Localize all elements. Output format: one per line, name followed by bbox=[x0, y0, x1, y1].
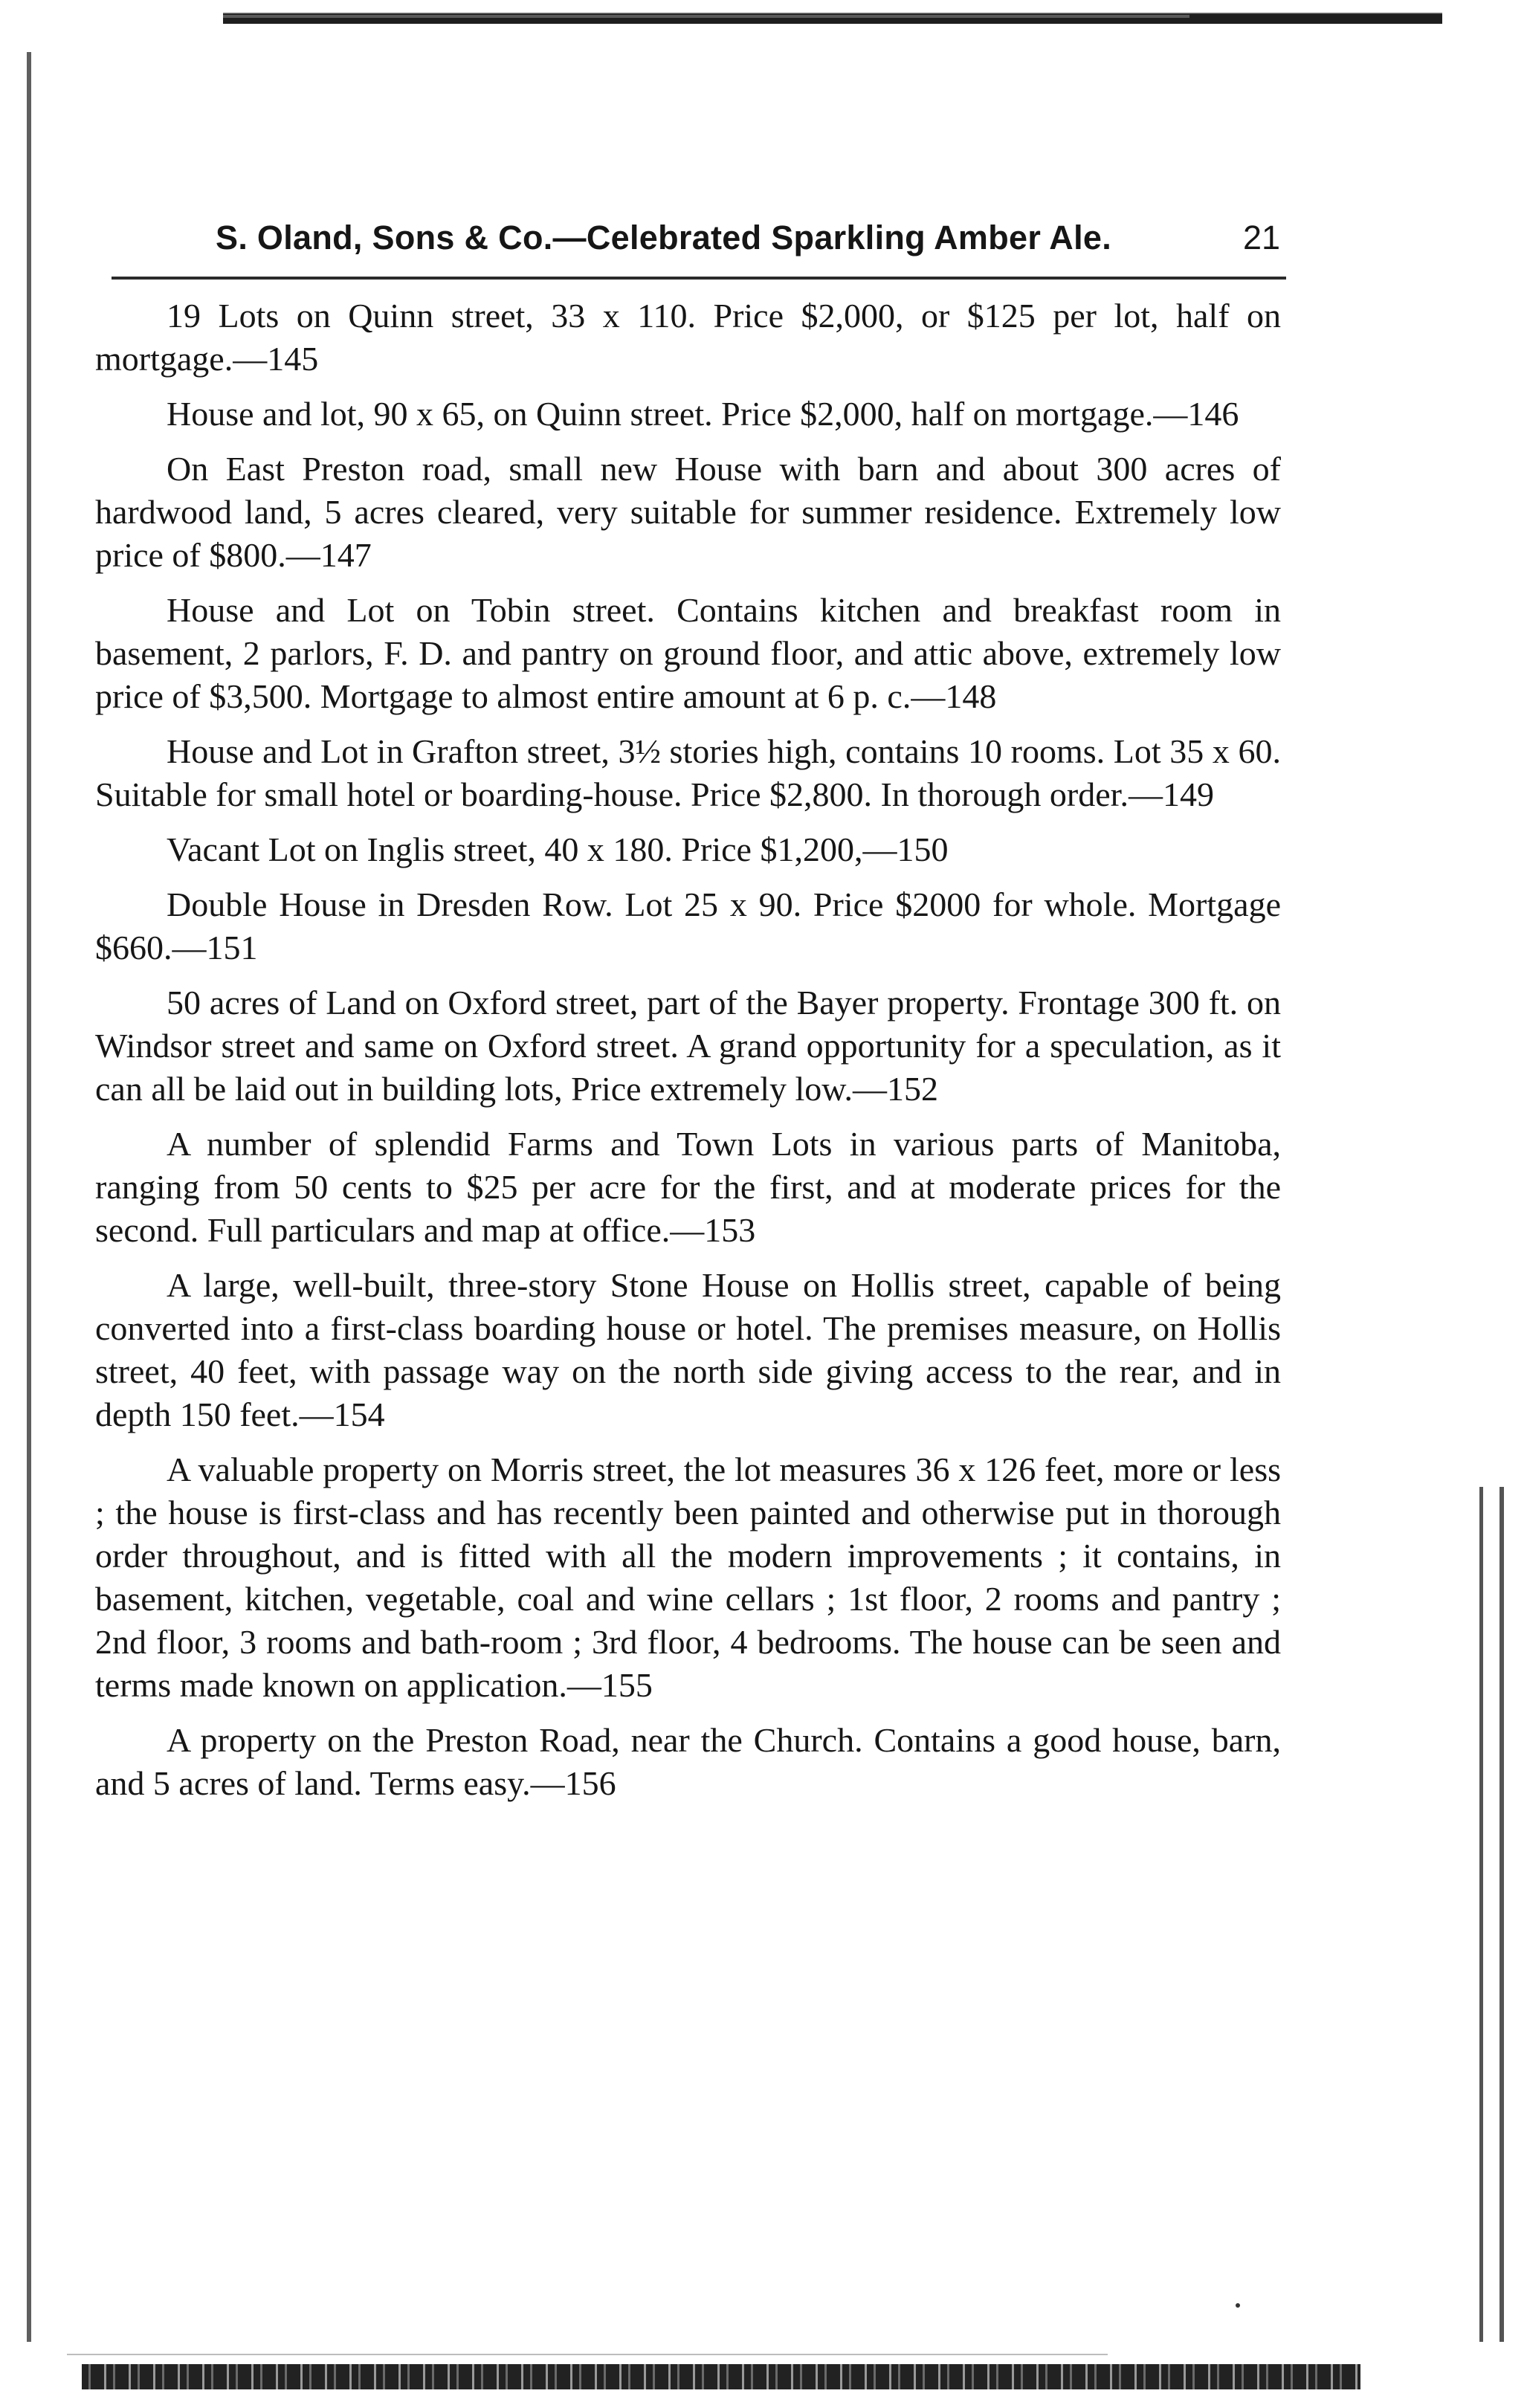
listing-entry: A property on the Preston Road, near the Church. Contains a good house, barn, and 5 acres of land. Terms easy.—156 bbox=[95, 1721, 1281, 1802]
listing-entry: A valuable property on Morris street, the lot measures 36 x 126 feet, more or less ; the house is first-class and has recently been painted and otherwise put in thorough order throughout, and is fitted with all the modern improvements ; it contains, in basement, kitchen, vegetable, coal and wine cellars ; 1st floor, 2 rooms and pantry ; 2nd floor, 3 rooms and bath-room ; 3rd floor, 4 bedrooms. The house can be seen and terms made known on application.—155 bbox=[95, 1450, 1281, 1704]
listing-entry: 50 acres of Land on Oxford street, part of the Bayer property. Frontage 300 ft. on Windsor street and same on Oxford street. A grand opportunity for a speculation, as it can all be laid out in building lots, Price extremely low.—152 bbox=[95, 984, 1281, 1108]
listing-entry: A large, well-built, three-story Stone House on Hollis street, capable of being converted into a first-class boarding house or hotel. The premises measure, on Hollis street, 40 feet, with passage way on the north side giving access to the rear, and in depth 150 feet.—154 bbox=[95, 1266, 1281, 1433]
scan-edge-right bbox=[1479, 1487, 1504, 2342]
listing-entry: 19 Lots on Quinn street, 33 x 110. Price $2,000, or $125 per lot, half on mortgage.—145 bbox=[95, 297, 1281, 378]
listing-entry: Double House in Dresden Row. Lot 25 x 90. Price $2000 for whole. Mortgage $660.—151 bbox=[95, 885, 1281, 966]
listing-entry: A number of splendid Farms and Town Lots in various parts of Manitoba, ranging from 50 cents to $25 per acre for the first, and at moderate prices for the second. Full particulars and map at office.—153 bbox=[95, 1125, 1281, 1249]
running-head: S. Oland, Sons & Co.—Celebrated Sparkling Amber Ale. bbox=[216, 219, 1112, 256]
scan-border-top bbox=[223, 6, 1442, 24]
listing-entries bbox=[95, 294, 1281, 1805]
scan-edge-left bbox=[27, 52, 42, 2342]
listing-entry: House and Lot on Tobin street. Contains kitchen and breakfast room in basement, 2 parlors, F. D. and pantry on ground floor, and attic above, extremely low price of $3,500. Mortgage to almost entire amount at 6 p. c.—148 bbox=[95, 591, 1281, 715]
page-header bbox=[216, 216, 1280, 260]
scan-rule-bottom bbox=[67, 2354, 1108, 2355]
scan-border-bottom bbox=[82, 2364, 1360, 2389]
page-number: 21 bbox=[1242, 219, 1280, 256]
listing-entry: On East Preston road, small new House with barn and about 300 acres of hardwood land, 5 acres cleared, very suitable for summer residence. Extremely low price of $800.—147 bbox=[95, 450, 1281, 574]
listing-entry: House and Lot in Grafton street, 3½ stories high, contains 10 rooms. Lot 35 x 60. Suitable for small hotel or boarding-house. Price $2,800. In thorough order.—149 bbox=[95, 732, 1281, 813]
listing-entry: Vacant Lot on Inglis street, 40 x 180. Price $1,200,—150 bbox=[167, 830, 949, 868]
listing-entry: House and lot, 90 x 65, on Quinn street. Price $2,000, half on mortgage.—146 bbox=[167, 395, 1239, 433]
ink-speck bbox=[1236, 2303, 1240, 2308]
header-rule bbox=[112, 277, 1286, 280]
